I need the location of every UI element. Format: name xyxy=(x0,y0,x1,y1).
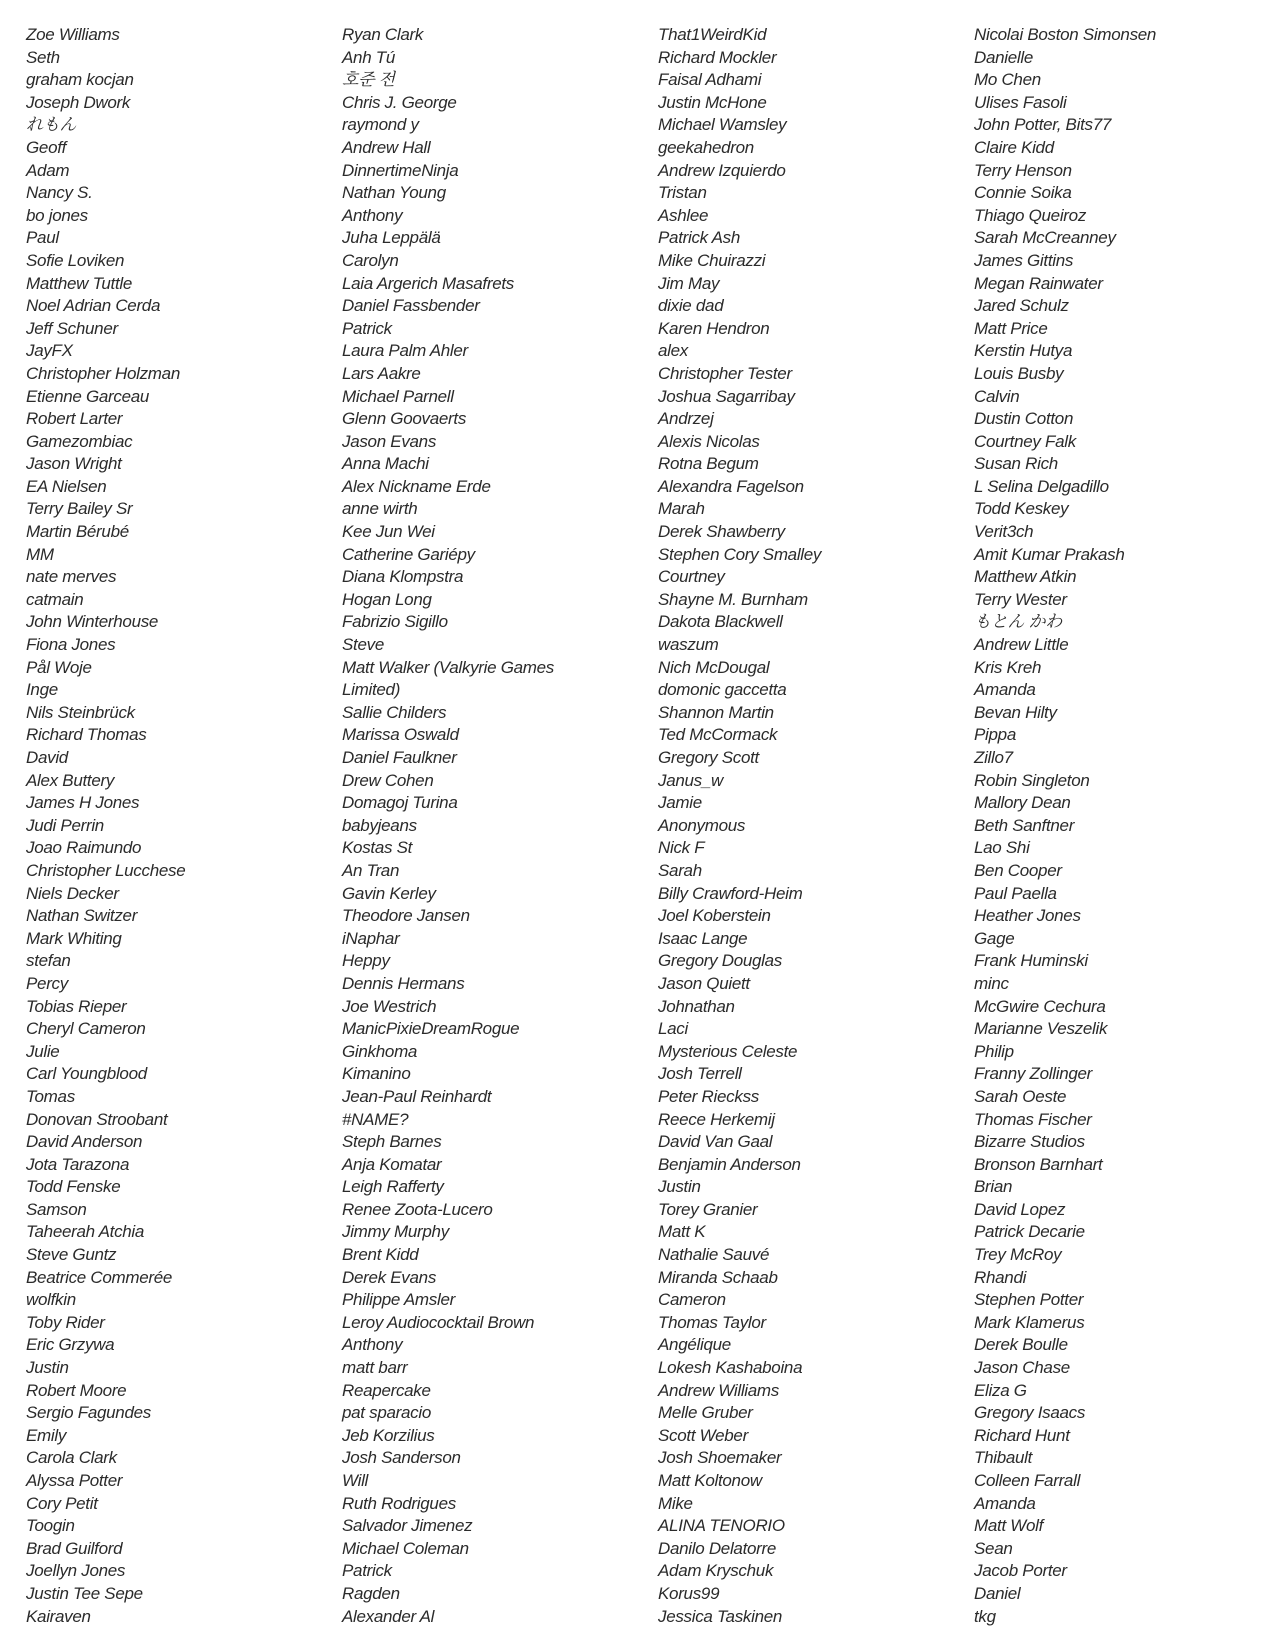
credit-name: Toby Rider xyxy=(26,1312,105,1332)
credit-name: Matthew Tuttle xyxy=(26,273,133,293)
credit-name: Peter Rieckss xyxy=(658,1086,759,1106)
credit-name: Lokesh Kashaboina xyxy=(658,1358,803,1378)
credit-name: Robert Larter xyxy=(26,409,123,429)
credit-name: Fiona Jones xyxy=(26,635,116,655)
credit-name: Verit3ch xyxy=(974,522,1034,542)
credit-name: Daniel Fassbender xyxy=(342,296,480,316)
credit-name: Reapercake xyxy=(342,1380,431,1400)
credit-name: Dakota Blackwell xyxy=(658,612,783,632)
credit-name: Billy Crawford-Heim xyxy=(658,883,803,903)
credit-name: Marianne Veszelik xyxy=(974,1019,1108,1039)
credit-name: Patrick Decarie xyxy=(974,1222,1085,1242)
credit-name: Karen Hendron xyxy=(658,318,770,338)
credit-name: Alex Nickname Erde xyxy=(342,476,491,496)
credit-name: waszum xyxy=(658,635,719,655)
credit-name: Sallie Childers xyxy=(342,702,447,722)
credit-name: David xyxy=(26,748,68,767)
credit-name: Jeff Schuner xyxy=(26,318,118,338)
credit-name: David Van Gaal xyxy=(658,1132,773,1152)
credit-name: Inge xyxy=(26,680,58,700)
credit-name: Courtney Falk xyxy=(974,431,1076,451)
credit-name: Derek Shawberry xyxy=(658,522,785,542)
credit-name: Josh Terrell xyxy=(658,1064,742,1084)
credit-name: Joseph Dwork xyxy=(26,92,131,112)
credit-name: Justin xyxy=(26,1358,69,1378)
credit-name: Lars Aakre xyxy=(342,363,421,383)
credit-name: Josh Shoemaker xyxy=(658,1448,782,1468)
credit-name: Kris Kreh xyxy=(974,657,1042,677)
credit-name: graham kocjan xyxy=(26,70,134,90)
credit-name: Mark Whiting xyxy=(26,928,122,948)
credit-name: Brent Kidd xyxy=(342,1245,419,1265)
credit-name: Andrew Williams xyxy=(658,1380,779,1400)
credit-name: That1WeirdKid xyxy=(658,25,767,44)
credit-name: stefan xyxy=(26,951,71,971)
credit-name: DinnertimeNinja xyxy=(342,160,459,180)
credit-name: geekahedron xyxy=(658,137,754,157)
credit-name: Theodore Jansen xyxy=(342,906,470,926)
credit-name: Jason Wright xyxy=(26,454,122,474)
credit-name: Steve Guntz xyxy=(26,1245,117,1265)
credit-name: Thibault xyxy=(974,1448,1033,1468)
credit-name: Jason Chase xyxy=(974,1358,1070,1378)
credit-name: Adam Kryschuk xyxy=(658,1561,774,1581)
credit-name: dixie dad xyxy=(658,296,724,316)
credit-name: Shayne M. Burnham xyxy=(658,589,808,609)
credit-name: Trey McRoy xyxy=(974,1245,1062,1265)
credit-name: Anh Tú xyxy=(342,47,396,67)
credit-name: Sean xyxy=(974,1538,1013,1558)
credit-name: Brian xyxy=(974,1177,1013,1197)
credit-name: Bizarre Studios xyxy=(974,1132,1085,1152)
credit-name: matt barr xyxy=(342,1358,408,1378)
credit-name: Gregory Scott xyxy=(658,748,759,767)
credit-name: Benjamin Anderson xyxy=(658,1154,801,1174)
credit-name: James H Jones xyxy=(26,793,140,813)
credit-name: Beatrice Commerée xyxy=(26,1267,173,1287)
credit-name: Ginkhoma xyxy=(342,1041,418,1061)
credit-name: Jeb Korzilius xyxy=(342,1425,435,1445)
credit-name: Korus99 xyxy=(658,1583,720,1603)
credit-name: Terry Henson xyxy=(974,160,1072,180)
credit-name: Justin Tee Sepe xyxy=(26,1583,143,1603)
credit-name: Frank Huminski xyxy=(974,951,1088,971)
credit-name: anne wirth xyxy=(342,499,418,519)
credit-name: Nich McDougal xyxy=(658,657,770,677)
credit-name: Rhandi xyxy=(974,1267,1027,1287)
credit-name: Susan Rich xyxy=(974,454,1058,474)
credit-name: Percy xyxy=(26,973,68,993)
credit-name: Claire Kidd xyxy=(974,137,1054,157)
names-column-3 xyxy=(658,24,958,1628)
credit-name: Noel Adrian Cerda xyxy=(26,296,161,316)
credit-name: alex xyxy=(658,341,688,361)
credit-name: Cameron xyxy=(658,1290,726,1310)
credit-name: MM xyxy=(26,544,54,564)
credit-name: Eliza G xyxy=(974,1380,1027,1400)
credit-name: Chris J. George xyxy=(342,92,457,112)
credit-name: Drew Cohen xyxy=(342,770,434,790)
credit-name: Joellyn Jones xyxy=(26,1561,126,1581)
credit-name: Fabrizio Sigillo xyxy=(342,612,448,632)
credit-name: Ben Cooper xyxy=(974,860,1062,880)
credit-name: Derek Boulle xyxy=(974,1335,1068,1355)
credit-name: Nathan Switzer xyxy=(26,906,138,926)
credit-name: Juha Leppälä xyxy=(342,228,441,248)
credit-name: Jimmy Murphy xyxy=(342,1222,449,1242)
credit-name: Faisal Adhami xyxy=(658,70,762,90)
credit-name: McGwire Cechura xyxy=(974,996,1106,1016)
credit-name: Daniel Faulkner xyxy=(342,748,457,767)
credit-name: Thomas Taylor xyxy=(658,1312,766,1332)
credit-name: Michael Wamsley xyxy=(658,115,787,135)
credit-name: Matt Wolf xyxy=(974,1516,1044,1536)
credit-name: Andrew Little xyxy=(974,635,1069,655)
credit-name: raymond y xyxy=(342,115,419,135)
credit-name: Domagoj Turina xyxy=(342,793,458,813)
credit-name: Steve xyxy=(342,635,384,655)
credit-name: Dustin Cotton xyxy=(974,409,1074,429)
credit-name: Thiago Queiroz xyxy=(974,205,1087,225)
credit-name: tkg xyxy=(974,1606,996,1626)
credit-name: Melle Gruber xyxy=(658,1403,753,1423)
credit-name: Amanda xyxy=(974,680,1036,700)
credit-name: iNaphar xyxy=(342,928,400,948)
credit-name: Nils Steinbrück xyxy=(26,702,135,722)
credit-name: Gregory Douglas xyxy=(658,951,783,971)
credit-name: Ruth Rodrigues xyxy=(342,1493,456,1513)
credit-name: Mike Chuirazzi xyxy=(658,250,766,270)
credit-name: Mark Klamerus xyxy=(974,1312,1085,1332)
credit-name: Gregory Isaacs xyxy=(974,1403,1086,1423)
credit-name: Torey Granier xyxy=(658,1199,758,1219)
credit-name: Kimanino xyxy=(342,1064,411,1084)
credit-name: Richard Thomas xyxy=(26,725,147,745)
credit-name: EA Nielsen xyxy=(26,476,107,496)
credit-name: Kostas St xyxy=(342,838,413,858)
credit-name: Kerstin Hutya xyxy=(974,341,1073,361)
credit-name: Matt K xyxy=(658,1222,706,1242)
credit-name: Mallory Dean xyxy=(974,793,1071,813)
credit-name: Sergio Fagundes xyxy=(26,1403,151,1423)
credit-name: Martin Bérubé xyxy=(26,522,129,542)
credit-name: Paul Paella xyxy=(974,883,1057,903)
credit-name: minc xyxy=(974,973,1009,993)
credit-name: Danilo Delatorre xyxy=(658,1538,777,1558)
credit-name: Hogan Long xyxy=(342,589,432,609)
credit-name: John Winterhouse xyxy=(26,612,159,632)
names-column-1 xyxy=(26,24,326,1628)
credit-name: Sofie Loviken xyxy=(26,250,125,270)
credit-name: Jim May xyxy=(658,273,720,293)
credit-name: Richard Hunt xyxy=(974,1425,1070,1445)
credit-name: Christopher Tester xyxy=(658,363,792,383)
credit-name: Matt Koltonow xyxy=(658,1471,762,1490)
credit-name: Pål Woje xyxy=(26,657,92,677)
credit-name: Jean-Paul Reinhardt xyxy=(342,1086,492,1106)
credit-name: Mo Chen xyxy=(974,70,1041,90)
credit-name: Laura Palm Ahler xyxy=(342,341,468,361)
credit-name: Richard Mockler xyxy=(658,47,777,67)
credit-name: Patrick xyxy=(342,1561,392,1581)
credit-name: Ashlee xyxy=(658,205,709,225)
credit-name: Carolyn xyxy=(342,250,399,270)
credit-name: David Anderson xyxy=(26,1132,143,1152)
credit-name: Alyssa Potter xyxy=(26,1471,123,1490)
credit-name: Marah xyxy=(658,499,705,519)
credit-name: Lao Shi xyxy=(974,838,1030,858)
credit-name: Sarah McCreanney xyxy=(974,228,1116,248)
credit-name: Daniel xyxy=(974,1583,1021,1603)
credit-name: Heather Jones xyxy=(974,906,1081,926)
credit-name: Eric Grzywa xyxy=(26,1335,115,1355)
credit-name: Toogin xyxy=(26,1516,75,1536)
credit-name: Joe Westrich xyxy=(342,996,437,1016)
credit-name: Adam xyxy=(26,160,70,180)
credit-name: Franny Zollinger xyxy=(974,1064,1093,1084)
credit-name: Janus_w xyxy=(658,770,723,790)
credit-name: Connie Soika xyxy=(974,183,1072,203)
credit-name: Alexis Nicolas xyxy=(658,431,760,451)
credit-name: Gamezombiac xyxy=(26,431,133,451)
credit-name: ManicPixieDreamRogue xyxy=(342,1019,520,1039)
credit-name: Tobias Rieper xyxy=(26,996,127,1016)
credit-name: Anonymous xyxy=(658,815,746,835)
credit-name: Josh Sanderson xyxy=(342,1448,461,1468)
credit-name: Justin McHone xyxy=(658,92,767,112)
credit-name: David Lopez xyxy=(974,1199,1066,1219)
credit-name: Tristan xyxy=(658,183,707,203)
credit-name: Anthony xyxy=(342,1335,403,1355)
credit-name: Salvador Jimenez xyxy=(342,1516,473,1536)
credit-name: Sarah Oeste xyxy=(974,1086,1067,1106)
credit-name: Philippe Amsler xyxy=(342,1290,455,1310)
credit-name: Donovan Stroobant xyxy=(26,1109,168,1129)
credit-name: Mysterious Celeste xyxy=(658,1041,798,1061)
credit-name: もとん かわ xyxy=(974,612,1062,632)
credit-name: Nicolai Boston Simonsen xyxy=(974,25,1157,44)
credit-name: Seth xyxy=(26,47,60,67)
credit-name: Laci xyxy=(658,1019,688,1039)
credit-name: Nancy S. xyxy=(26,183,93,203)
credit-name: Calvin xyxy=(974,386,1020,406)
credit-name: Reece Herkemij xyxy=(658,1109,775,1129)
credit-name: Carola Clark xyxy=(26,1448,117,1468)
credit-name: Alexandra Fagelson xyxy=(658,476,804,496)
credit-name: Terry Wester xyxy=(974,589,1067,609)
credit-name: Patrick Ash xyxy=(658,228,741,248)
credit-name: #NAME? xyxy=(342,1109,409,1129)
credit-name: Heppy xyxy=(342,951,390,971)
credit-name: Glenn Goovaerts xyxy=(342,409,467,429)
credit-name: pat sparacio xyxy=(342,1403,432,1423)
credit-name: Patrick xyxy=(342,318,392,338)
credit-name: Angélique xyxy=(658,1335,731,1355)
credit-name: Pippa xyxy=(974,725,1016,745)
credit-name: Andrzej xyxy=(658,409,714,429)
credit-name: Taheerah Atchia xyxy=(26,1222,145,1242)
credit-name: Will xyxy=(342,1471,369,1490)
credit-name: Jessica Taskinen xyxy=(658,1606,783,1626)
credit-name: Joao Raimundo xyxy=(26,838,142,858)
credit-name: Scott Weber xyxy=(658,1425,748,1445)
credit-name: Joshua Sagarribay xyxy=(658,386,795,406)
credit-name: babyjeans xyxy=(342,815,417,835)
credit-name: Zoe Williams xyxy=(26,25,120,44)
credit-name: Megan Rainwater xyxy=(974,273,1103,293)
credit-name: Stephen Cory Smalley xyxy=(658,544,822,564)
credit-name: L Selina Delgadillo xyxy=(974,476,1109,496)
credit-name: Mike xyxy=(658,1493,693,1513)
credit-name: Marissa Oswald xyxy=(342,725,459,745)
credit-name: Justin xyxy=(658,1177,701,1197)
credit-name: An Tran xyxy=(342,860,400,880)
credit-name: Stephen Potter xyxy=(974,1290,1084,1310)
credit-name: Todd Fenske xyxy=(26,1177,121,1197)
credit-name: Jason Evans xyxy=(342,431,437,451)
credit-name: Nathan Young xyxy=(342,183,446,203)
credit-name: Matt Walker (Valkyrie Games xyxy=(342,657,555,677)
credit-name: John Potter, Bits77 xyxy=(974,115,1111,135)
credit-name: Alexander Al xyxy=(342,1606,435,1626)
credit-name: Kee Jun Wei xyxy=(342,522,435,542)
credit-name: Robert Moore xyxy=(26,1380,127,1400)
credit-name: Nathalie Sauvé xyxy=(658,1245,770,1265)
credit-name: Shannon Martin xyxy=(658,702,774,722)
credit-name: nate merves xyxy=(26,567,117,587)
credit-name: domonic gaccetta xyxy=(658,680,787,700)
credit-name: Leroy Audiococktail Brown xyxy=(342,1312,535,1332)
credit-name: Michael Coleman xyxy=(342,1538,469,1558)
credit-name: Ragden xyxy=(342,1583,400,1603)
credit-name: Emily xyxy=(26,1425,67,1445)
credit-name: Amanda xyxy=(974,1493,1036,1513)
credit-name: Cheryl Cameron xyxy=(26,1019,146,1039)
credit-name: Laia Argerich Masafrets xyxy=(342,273,514,293)
credit-name: Brad Guilford xyxy=(26,1538,123,1558)
credit-name: Jota Tarazona xyxy=(26,1154,130,1174)
credit-name: Zillo7 xyxy=(974,748,1013,767)
credit-name: Amit Kumar Prakash xyxy=(974,544,1125,564)
credit-name: Renee Zoota-Lucero xyxy=(342,1199,493,1219)
credit-name: Gage xyxy=(974,928,1015,948)
credit-name: Judi Perrin xyxy=(26,815,104,835)
credit-name: Paul xyxy=(26,228,59,248)
credit-name: Andrew Izquierdo xyxy=(658,160,786,180)
credit-name: Jamie xyxy=(658,793,702,813)
credit-name: Leigh Rafferty xyxy=(342,1177,444,1197)
credit-name: Terry Bailey Sr xyxy=(26,499,133,519)
credit-name: Nick F xyxy=(658,838,705,858)
credit-name: Anja Komatar xyxy=(342,1154,442,1174)
credit-name: Bronson Barnhart xyxy=(974,1154,1103,1174)
credit-name: Samson xyxy=(26,1199,87,1219)
credit-name: Philip xyxy=(974,1041,1014,1061)
credit-name: Anthony xyxy=(342,205,403,225)
credit-name: Carl Youngblood xyxy=(26,1064,147,1084)
credit-name: JayFX xyxy=(26,341,73,361)
credit-name: Ryan Clark xyxy=(342,25,424,44)
credit-name: Christopher Holzman xyxy=(26,363,180,383)
credit-name: 호준 전 xyxy=(342,70,395,90)
credit-name: れもん xyxy=(26,115,77,135)
credit-name: Matthew Atkin xyxy=(974,567,1077,587)
credit-name: Geoff xyxy=(26,137,67,157)
credit-name: Cory Petit xyxy=(26,1493,98,1513)
credit-name: Etienne Garceau xyxy=(26,386,150,406)
credit-name: catmain xyxy=(26,589,84,609)
credit-name: Ulises Fasoli xyxy=(974,92,1067,112)
credit-name: Bevan Hilty xyxy=(974,702,1057,722)
credit-name: Jared Schulz xyxy=(974,296,1069,316)
credit-name: Thomas Fischer xyxy=(974,1109,1092,1129)
credit-name: bo jones xyxy=(26,205,88,225)
credit-name: Limited) xyxy=(342,680,401,700)
credit-name: Steph Barnes xyxy=(342,1132,442,1152)
credit-name: Danielle xyxy=(974,47,1034,67)
credit-name: Niels Decker xyxy=(26,883,119,903)
credit-name: Sarah xyxy=(658,860,702,880)
credit-name: Robin Singleton xyxy=(974,770,1090,790)
credit-name: James Gittins xyxy=(974,250,1074,270)
credit-name: Beth Sanftner xyxy=(974,815,1075,835)
credit-name: Dennis Hermans xyxy=(342,973,465,993)
credit-name: Isaac Lange xyxy=(658,928,748,948)
credit-name: Kairaven xyxy=(26,1606,91,1626)
credit-name: Anna Machi xyxy=(342,454,429,474)
credit-name: Gavin Kerley xyxy=(342,883,436,903)
credit-name: Todd Keskey xyxy=(974,499,1069,519)
names-column-4 xyxy=(974,24,1274,1628)
credit-name: Michael Parnell xyxy=(342,386,454,406)
credit-name: Andrew Hall xyxy=(342,137,431,157)
credit-name: ALINA TENORIO xyxy=(658,1516,785,1536)
credit-name: Derek Evans xyxy=(342,1267,437,1287)
credit-name: Miranda Schaab xyxy=(658,1267,778,1287)
credit-name: Johnathan xyxy=(658,996,735,1016)
credit-name: Alex Buttery xyxy=(26,770,115,790)
credit-name: Rotna Begum xyxy=(658,454,759,474)
credit-name: Jason Quiett xyxy=(658,973,750,993)
credit-name: Christopher Lucchese xyxy=(26,860,186,880)
credit-name: Matt Price xyxy=(974,318,1048,338)
credit-name: Diana Klompstra xyxy=(342,567,464,587)
credit-name: Tomas xyxy=(26,1086,75,1106)
credit-name: Joel Koberstein xyxy=(658,906,771,926)
credit-name: Colleen Farrall xyxy=(974,1471,1081,1490)
credit-name: Julie xyxy=(26,1041,60,1061)
credit-name: Courtney xyxy=(658,567,725,587)
credit-name: Catherine Gariépy xyxy=(342,544,475,564)
credit-name: wolfkin xyxy=(26,1290,76,1310)
credit-name: Louis Busby xyxy=(974,363,1064,383)
names-column-2 xyxy=(342,24,642,1628)
credit-name: Ted McCormack xyxy=(658,725,778,745)
credit-name: Jacob Porter xyxy=(974,1561,1067,1581)
